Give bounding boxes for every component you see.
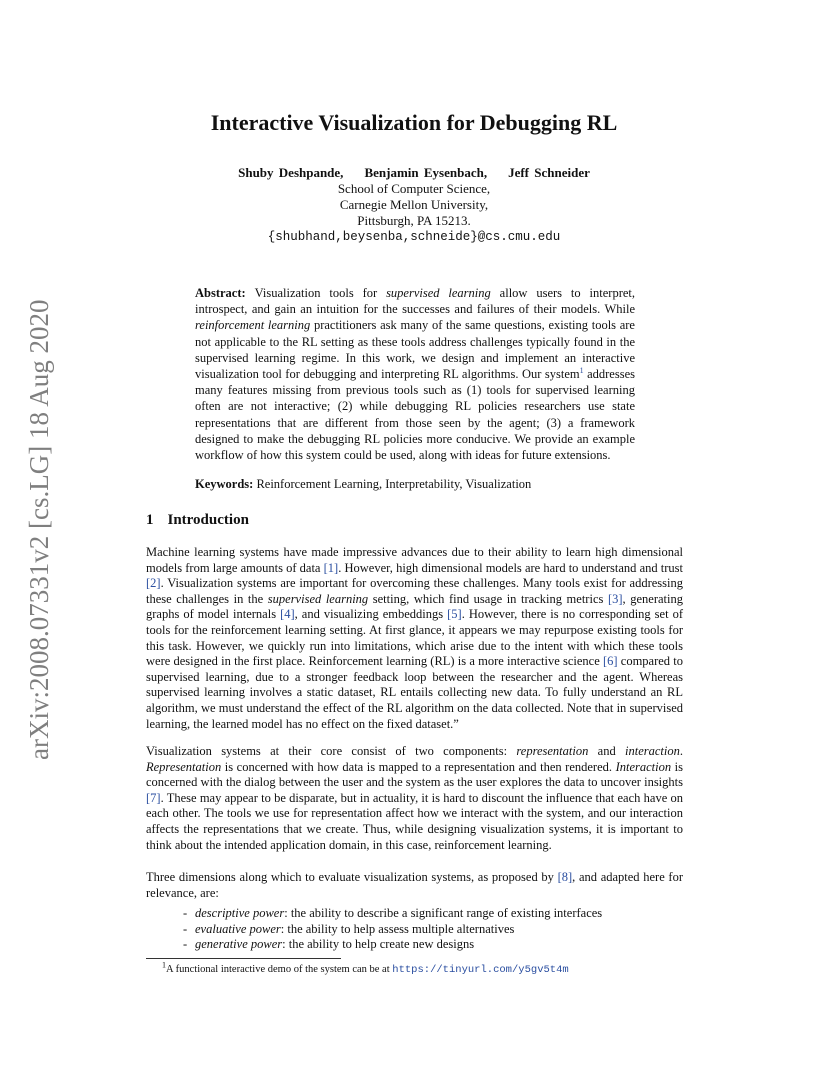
paragraph-text: Three dimensions along which to evaluate visualization systems, as proposed by: [146, 870, 558, 884]
section-title: Introduction: [167, 512, 249, 528]
paragraph-2: [146, 744, 683, 853]
paragraph-emphasis: representation: [516, 744, 589, 758]
paragraph-text: .: [679, 744, 683, 758]
paragraph-emphasis: interaction: [625, 744, 680, 758]
author-name: Benjamin Eysenbach,: [364, 165, 488, 180]
paragraph-text: Visualization systems at their core consist of two components:: [146, 744, 517, 758]
author-block: [0, 165, 828, 245]
keywords-text: Reinforcement Learning, Interpretability, Visualization: [256, 477, 532, 491]
abstract-emphasis: reinforcement learning: [195, 318, 311, 333]
citation-link[interactable]: [2]: [146, 576, 161, 591]
paragraph-text: . However, high dimensional models are hard to understand and trust: [338, 560, 683, 575]
evaluation-dimension-list: [183, 906, 683, 953]
demo-link[interactable]: https://tinyurl.com/y5gv5t4m: [392, 964, 569, 976]
list-item-text: : the ability to help create new designs: [282, 937, 475, 952]
section-heading: [146, 512, 249, 529]
author-name: Jeff Schneider: [508, 165, 590, 180]
paragraph-emphasis: Representation: [146, 759, 222, 774]
affiliation-line: Pittsburgh, PA 15213.: [357, 213, 471, 228]
paragraph-text: . However, there is no corresponding set of tools for the reinforcement learning setting. At first glance, it appears we may repurpose existing tools for this task. However, we quickly run into limitations, which arise due to the intent with which these tools were designed in the first place. Reinforcement learning (RL) is a more interactive science: [146, 607, 683, 669]
section-number: 1: [146, 512, 154, 528]
paper-title: Interactive Visualization for Debugging RL: [210, 110, 618, 135]
list-item-text: : the ability to describe a significant range of existing interfaces: [284, 906, 603, 920]
paragraph-text: . These may appear to be disparate, but in actuality, it is hard to discount the influence that each have on each other. The tools we use for representation affect how we interact with the system, and our interaction affects the representations that we create. Thus, while designing visualization systems, it is important to think about the intended application domain, in this case, reinforcement learning.: [146, 790, 683, 852]
paragraph-text: Machine learning systems have made impressive advances due to their ability to learn high dimensional models from large amounts of data: [146, 545, 683, 575]
abstract-label: Abstract:: [195, 286, 246, 300]
footnote-number: 1: [162, 960, 166, 970]
abstract-text: addresses many features missing from previous tools such as (1) tools for supervised learning often are not interactive; (2) while debugging RL policies researchers use state representations that are different from those seen by the agent; (3) a framework designed to make the debugging RL policies more conducive. We provide an example workflow of how this system could be used, along with ideas for future extensions.: [195, 367, 635, 463]
list-item-text: : the ability to help assess multiple alternatives: [280, 921, 515, 936]
paragraph-emphasis: supervised learning: [267, 591, 369, 606]
citation-link[interactable]: [4]: [280, 607, 295, 622]
paragraph-text: , generating graphs of model internals: [146, 591, 683, 622]
list-item: [183, 906, 683, 922]
paragraph-text: is concerned with the dialog between the user and the system as the user explores the data to uncover insights: [146, 759, 683, 790]
citation-link[interactable]: [6]: [602, 654, 618, 669]
paragraph-text: setting, which find usage in tracking metrics: [368, 591, 608, 606]
paragraph-emphasis: Interaction: [615, 759, 672, 774]
affiliation-line: School of Computer Science,: [337, 181, 491, 196]
footnote-divider: [146, 958, 341, 959]
citation-link[interactable]: [5]: [447, 607, 462, 622]
abstract-text: Visualization tools for: [254, 286, 387, 300]
footnote-marker[interactable]: 1: [579, 365, 584, 375]
paragraph-3: [146, 870, 683, 901]
abstract: [195, 285, 635, 463]
arxiv-stamp: arXiv:2008.07331v2 [cs.LG] 18 Aug 2020: [24, 299, 54, 760]
paragraph-text: is concerned with how data is mapped to a representation and then rendered.: [221, 759, 616, 774]
footnote: [162, 960, 682, 977]
abstract-text: allow users to interpret, introspect, and gain an intuition for the successes and failures of their models. While: [195, 286, 635, 317]
paragraph-text: , and adapted here for relevance, are:: [146, 870, 684, 900]
list-item-term: descriptive power: [195, 906, 285, 920]
keywords-label: Keywords:: [195, 477, 254, 491]
citation-link[interactable]: [1]: [323, 560, 339, 575]
abstract-text: practitioners ask many of the same questions, existing tools are not applicable to the RL setting as these tools address challenges typically found in the supervised learning regime. In this work, we design and implement an interactive visualization tool for debugging and interpreting RL algorithms. Our system: [195, 318, 635, 382]
affiliation-line: Carnegie Mellon University,: [339, 197, 489, 212]
author-names: [0, 165, 828, 181]
list-item: [183, 922, 683, 938]
citation-link[interactable]: [3]: [607, 591, 623, 606]
paragraph-1: [146, 545, 683, 732]
dash-bullet: -: [183, 906, 188, 920]
citation-link[interactable]: [8]: [557, 870, 573, 884]
author-name: Shuby Deshpande,: [238, 165, 344, 180]
abstract-emphasis: supervised learning: [386, 286, 491, 300]
citation-link[interactable]: [7]: [146, 790, 161, 805]
list-item-term: generative power: [195, 937, 283, 952]
list-item: [183, 937, 683, 953]
dash-bullet: -: [183, 937, 188, 952]
dash-bullet: -: [183, 921, 188, 936]
paragraph-text: compared to supervised learning, due to a stronger feedback loop between the researcher and the agent. Whereas supervised learning involves a static dataset, RL entails collecting new data. To fully understand an RL algorithm, we must understand the effect of the RL algorithm on the data collected. Note that in supervised learning, the learned model has no effect on the fixed dataset.”: [146, 654, 683, 731]
footnote-text: A functional interactive demo of the system can be at: [166, 964, 393, 975]
keywords: [195, 476, 635, 492]
author-email: {shubhand,beysenba,schneide}@cs.cmu.edu: [267, 230, 561, 244]
paragraph-text: , and visualizing embeddings: [294, 607, 448, 622]
list-item-term: evaluative power: [195, 921, 281, 936]
paragraph-text: . Visualization systems are important for overcoming these challenges. Many tools exist for addressing these challenges in the: [146, 576, 683, 606]
paragraph-text: and: [588, 744, 626, 758]
